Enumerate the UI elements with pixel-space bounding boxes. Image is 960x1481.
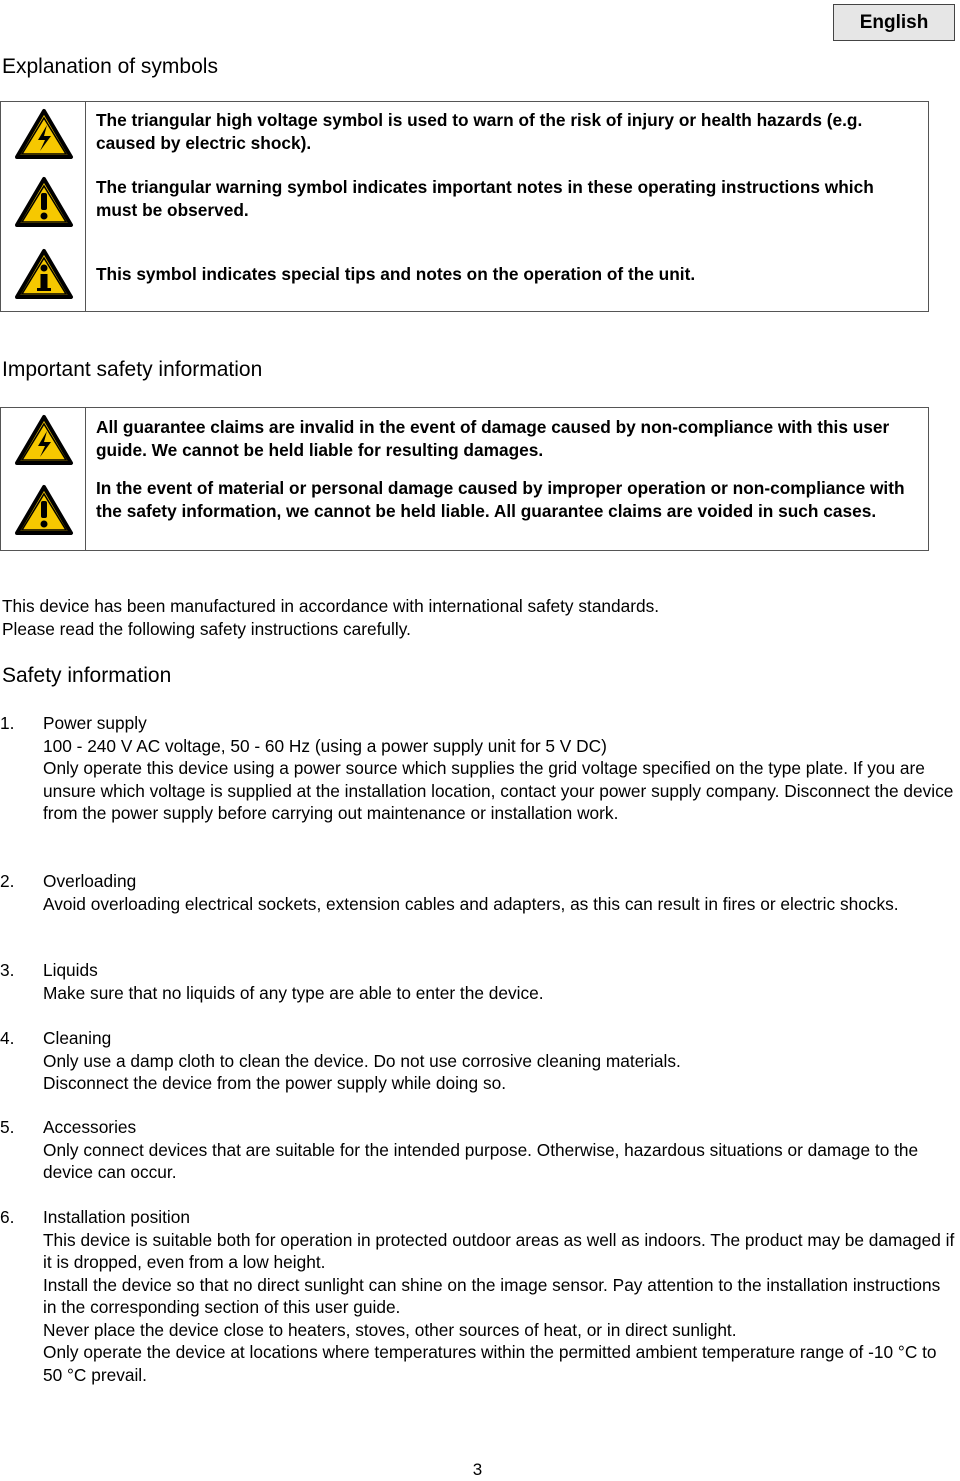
item-number: 4. <box>0 1028 15 1048</box>
important-section-title: Important safety information <box>2 358 263 381</box>
item-number: 1. <box>0 713 15 733</box>
item-text: Avoid overloading electrical sockets, extension cables and adapters, as this can result in fires or electric shocks. <box>43 893 899 914</box>
symbol-description-info: This symbol indicates special tips and notes on the operation of the unit. <box>96 264 696 284</box>
high-voltage-icon <box>14 414 74 466</box>
info-icon <box>14 248 74 300</box>
item-heading: Liquids <box>43 960 98 980</box>
item-heading: Power supply <box>43 713 147 733</box>
item-text: Install the device so that no direct sunlight can shine on the image sensor. Pay attention to the installation instructions in the corresponding section of this user guide. <box>43 1274 941 1317</box>
warning-icon <box>14 484 74 536</box>
item-heading: Accessories <box>43 1117 137 1137</box>
safety-item-cleaning <box>0 1027 955 1095</box>
symbols-table <box>0 101 929 312</box>
safety-item-accessories <box>0 1116 955 1184</box>
safety-section-title: Safety information <box>2 664 172 687</box>
item-number: 5. <box>0 1117 15 1137</box>
symbol-description-high-voltage: The triangular high voltage symbol is used to warn of the risk of injury or health hazards (e.g. caused by electric shock). <box>96 110 863 153</box>
safety-item-power-supply <box>0 712 955 825</box>
item-heading: Installation position <box>43 1207 190 1227</box>
symbol-description-warning: The triangular warning symbol indicates important notes in these operating instructions which must be observed. <box>96 177 874 220</box>
item-text: 100 - 240 V AC voltage, 50 - 60 Hz (using a power supply unit for 5 V DC) <box>43 735 607 756</box>
symbols-section-title: Explanation of symbols <box>2 55 218 78</box>
language-tab[interactable]: English <box>833 4 955 41</box>
item-text: Only connect devices that are suitable for the intended purpose. Otherwise, hazardous situations or damage to the device can occur. <box>43 1139 919 1182</box>
important-text-column <box>86 408 928 550</box>
important-table <box>0 407 929 551</box>
intro-standards-line: This device has been manufactured in accordance with international safety standards. <box>2 596 660 616</box>
safety-item-overloading <box>0 870 955 915</box>
item-number: 6. <box>0 1207 15 1227</box>
intro-read-line: Please read the following safety instructions carefully. <box>2 619 411 639</box>
item-heading: Cleaning <box>43 1028 112 1048</box>
item-number: 3. <box>0 960 15 980</box>
important-note-guarantee: All guarantee claims are invalid in the event of damage caused by non-compliance with this user guide. We cannot be held liable for resulting damages. <box>96 417 890 460</box>
important-note-liability: In the event of material or personal damage caused by improper operation or non-compliance with the safety information, we cannot be held liable. All guarantee claims are voided in such cases. <box>96 478 905 521</box>
item-text: Only operate this device using a power source which supplies the grid voltage specified on the type plate. If you are unsure which voltage is supplied at the installation location, contact your power supply company. Disconnect the device from the power supply before carrying out maintenance or installation work. <box>43 758 954 823</box>
item-text: Make sure that no liquids of any type are able to enter the device. <box>43 982 544 1003</box>
item-text: This device is suitable both for operation in protected outdoor areas as well as indoors. The product may be damaged if it is dropped, even from a low height. <box>43 1229 955 1272</box>
safety-item-liquids <box>0 959 955 1004</box>
item-text: Only use a damp cloth to clean the device. Do not use corrosive cleaning materials. <box>43 1050 681 1071</box>
important-icon-column <box>1 408 86 550</box>
item-text: Never place the device close to heaters, stoves, other sources of heat, or in direct sunlight. <box>43 1319 737 1340</box>
item-text: Disconnect the device from the power supply while doing so. <box>43 1073 506 1093</box>
page-number: 3 <box>472 1460 483 1479</box>
item-heading: Overloading <box>43 871 137 891</box>
safety-item-installation-position <box>0 1206 955 1386</box>
item-text: Only operate the device at locations where temperatures within the permitted ambient temperature range of -10 °C to 50 °C prevail. <box>43 1342 937 1385</box>
item-number: 2. <box>0 871 15 891</box>
high-voltage-icon <box>14 108 74 160</box>
symbols-text-column <box>86 102 928 311</box>
symbols-icon-column <box>1 102 86 311</box>
warning-icon <box>14 176 74 228</box>
